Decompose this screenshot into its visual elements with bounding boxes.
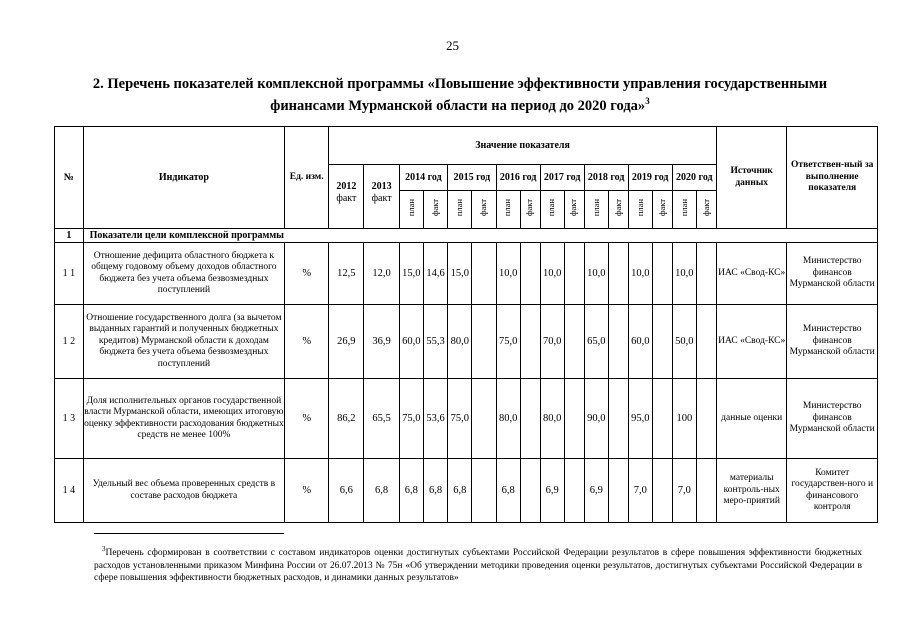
header-2013-fact: факт — [371, 192, 392, 204]
subheader-plan — [672, 191, 696, 229]
value-2014-plan: 60,0 — [399, 305, 423, 379]
header-responsible: Ответствен-ный за выполнение показателя — [787, 127, 878, 229]
value-2019-plan: 60,0 — [628, 305, 652, 379]
value-2017-fact — [564, 379, 584, 459]
plan-label: план — [546, 199, 557, 217]
value-2015-fact — [472, 305, 496, 379]
responsible-cell: Министерство финансов Мурманской области — [787, 379, 878, 459]
value-2016-fact — [520, 305, 540, 379]
unit-cell: % — [285, 243, 329, 305]
value-2019-plan: 10,0 — [628, 243, 652, 305]
value-2016-fact — [520, 459, 540, 523]
header-2012 — [329, 165, 364, 229]
table-row — [55, 243, 878, 305]
value-2020-plan: 10,0 — [672, 243, 696, 305]
source-cell: ИАС «Свод-КС» — [716, 243, 786, 305]
footnote-separator — [94, 533, 284, 534]
indicator-cell: Удельный вес объема проверенных средств в составе расходов бюджета — [83, 459, 285, 523]
unit-cell: % — [285, 379, 329, 459]
header-2012-fact: факт — [336, 192, 357, 204]
subheader-plan — [399, 191, 423, 229]
plan-label: план — [678, 199, 689, 217]
header-2017: 2017 год — [540, 165, 584, 191]
value-2012-fact: 6,6 — [329, 459, 364, 523]
footnote-mark: 3 — [102, 545, 106, 553]
value-2020-plan: 7,0 — [672, 459, 696, 523]
value-2020-fact — [696, 379, 716, 459]
table-row — [55, 305, 878, 379]
table-body — [55, 243, 878, 523]
row-no: 1 1 — [55, 243, 84, 305]
value-2013-fact: 65,5 — [364, 379, 399, 459]
page-title — [60, 76, 860, 115]
value-2017-fact — [564, 305, 584, 379]
value-2014-plan: 15,0 — [399, 243, 423, 305]
header-unit: Ед. изм. — [285, 127, 329, 229]
value-2016-fact — [520, 243, 540, 305]
table-row — [55, 379, 878, 459]
subheader-fact — [564, 191, 584, 229]
page-number: 25 — [446, 38, 459, 53]
value-2020-plan: 50,0 — [672, 305, 696, 379]
subheader-fact — [472, 191, 496, 229]
fact-label: факт — [568, 199, 579, 217]
subheader-plan — [540, 191, 564, 229]
value-2014-fact: 53,6 — [423, 379, 447, 459]
fact-label: факт — [478, 199, 489, 217]
source-cell: материалы контроль-ных меро-приятий — [716, 459, 786, 523]
value-2016-plan: 80,0 — [496, 379, 520, 459]
value-2018-fact — [608, 305, 628, 379]
value-2012-fact: 86,2 — [329, 379, 364, 459]
value-2019-fact — [652, 379, 672, 459]
subheader-plan — [448, 191, 472, 229]
header-2015: 2015 год — [448, 165, 496, 191]
title-footnote-mark: 3 — [645, 96, 650, 106]
fact-label: факт — [656, 199, 667, 217]
source-cell: данные оценки — [716, 379, 786, 459]
value-2015-plan: 15,0 — [448, 243, 472, 305]
header-2019: 2019 год — [628, 165, 672, 191]
title-text: 2. Перечень показателей комплексной программы «Повышение эффективности управления государственными финансами Мурманской области на период до 2020 года» — [92, 76, 828, 114]
value-2016-fact — [520, 379, 540, 459]
value-2020-plan: 100 — [672, 379, 696, 459]
value-2018-plan: 65,0 — [584, 305, 608, 379]
value-2012-fact: 12,5 — [329, 243, 364, 305]
value-2018-plan: 6,9 — [584, 459, 608, 523]
unit-cell: % — [285, 305, 329, 379]
row-no: 1 4 — [55, 459, 84, 523]
indicator-cell: Отношение дефицита областного бюджета к общему годовому объему доходов областного бюджета без учета объема безвозмездных поступлений — [83, 243, 285, 305]
value-2017-fact — [564, 243, 584, 305]
fact-label: факт — [429, 199, 440, 217]
value-2015-plan: 6,8 — [448, 459, 472, 523]
source-cell: ИАС «Свод-КС» — [716, 305, 786, 379]
value-2020-fact — [696, 243, 716, 305]
value-2018-plan: 10,0 — [584, 243, 608, 305]
value-2014-fact: 14,6 — [423, 243, 447, 305]
header-2020: 2020 год — [672, 165, 716, 191]
plan-label: план — [634, 199, 645, 217]
value-2013-fact: 12,0 — [364, 243, 399, 305]
value-2016-plan: 10,0 — [496, 243, 520, 305]
section-label: Показатели цели комплексной программы — [83, 229, 877, 243]
table-row — [55, 459, 878, 523]
responsible-cell: Министерство финансов Мурманской области — [787, 243, 878, 305]
value-2019-fact — [652, 459, 672, 523]
row-no: 1 2 — [55, 305, 84, 379]
section-no: 1 — [55, 229, 84, 243]
value-2012-fact: 26,9 — [329, 305, 364, 379]
value-2015-plan: 75,0 — [448, 379, 472, 459]
header-2013 — [364, 165, 399, 229]
value-2017-plan: 70,0 — [540, 305, 564, 379]
value-2015-plan: 80,0 — [448, 305, 472, 379]
value-2015-fact — [472, 243, 496, 305]
indicator-cell: Отношение государственного долга (за вычетом выданных гарантий и полученных бюджетных кредитов) Мурманской области к доходам бюджета без учета объема безвозмездных поступлений — [83, 305, 285, 379]
value-2018-plan: 90,0 — [584, 379, 608, 459]
subheader-fact — [520, 191, 540, 229]
header-values: Значение показателя — [329, 127, 717, 165]
value-2019-fact — [652, 243, 672, 305]
header-2012-year: 2012 — [336, 181, 357, 192]
value-2020-fact — [696, 459, 716, 523]
subheader-fact — [696, 191, 716, 229]
value-2014-plan: 75,0 — [399, 379, 423, 459]
value-2015-fact — [472, 379, 496, 459]
value-2014-fact: 55,3 — [423, 305, 447, 379]
header-2018: 2018 год — [584, 165, 628, 191]
plan-label: план — [502, 199, 513, 217]
unit-cell: % — [285, 459, 329, 523]
value-2019-plan: 95,0 — [628, 379, 652, 459]
plan-label: план — [454, 199, 464, 217]
value-2019-fact — [652, 305, 672, 379]
subheader-fact — [423, 191, 447, 229]
value-2014-plan: 6,8 — [399, 459, 423, 523]
value-2017-fact — [564, 459, 584, 523]
plan-label: план — [590, 199, 601, 217]
responsible-cell: Комитет государствен-ного и финансового контроля — [787, 459, 878, 523]
responsible-cell: Министерство финансов Мурманской области — [787, 305, 878, 379]
row-no: 1 3 — [55, 379, 84, 459]
subheader-fact — [652, 191, 672, 229]
footnote — [94, 543, 862, 585]
indicator-cell: Доля исполнительных органов государственной власти Мурманской области, имеющих итоговую оценку эффективности расходования бюджетных средств не менее 100% — [83, 379, 285, 459]
subheader-plan — [584, 191, 608, 229]
subheader-plan — [628, 191, 652, 229]
value-2015-fact — [472, 459, 496, 523]
value-2013-fact: 6,8 — [364, 459, 399, 523]
subheader-plan — [496, 191, 520, 229]
header-no: № — [55, 127, 84, 229]
indicators-table — [54, 126, 878, 523]
value-2017-plan: 80,0 — [540, 379, 564, 459]
value-2020-fact — [696, 305, 716, 379]
value-2016-plan: 75,0 — [496, 305, 520, 379]
header-source: Источник данных — [716, 127, 786, 229]
fact-label: факт — [612, 199, 623, 217]
fact-label: факт — [524, 199, 535, 217]
footnote-text: Перечень сформирован в соответствии с составом индикаторов оценки достигнутых субъектами Российской Федерации результатов в сфере повышения эффективности бюджетных расходов установленными приказом Минфина России от 26.07.2013 № 75н «Об утверждении методики проведения оценки результатов, достигнутых субъектами Российской Федерации в сфере повышения эффективности бюджетных расходов, и динамики данных результатов» — [94, 548, 862, 584]
value-2019-plan: 7,0 — [628, 459, 652, 523]
value-2017-plan: 10,0 — [540, 243, 564, 305]
fact-label: факт — [700, 199, 711, 217]
value-2017-plan: 6,9 — [540, 459, 564, 523]
header-2013-year: 2013 — [371, 181, 392, 192]
value-2014-fact: 6,8 — [423, 459, 447, 523]
value-2018-fact — [608, 379, 628, 459]
subheader-fact — [608, 191, 628, 229]
value-2018-fact — [608, 459, 628, 523]
header-indicator: Индикатор — [83, 127, 285, 229]
value-2018-fact — [608, 243, 628, 305]
plan-label: план — [405, 199, 416, 217]
value-2016-plan: 6,8 — [496, 459, 520, 523]
header-2014: 2014 год — [399, 165, 447, 191]
value-2013-fact: 36,9 — [364, 305, 399, 379]
header-2016: 2016 год — [496, 165, 540, 191]
